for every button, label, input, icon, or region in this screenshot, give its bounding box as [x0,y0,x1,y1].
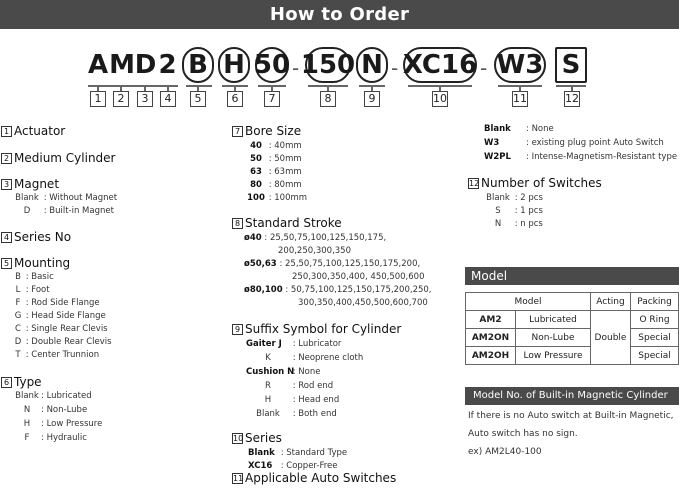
code-series: XC16 [403,47,477,83]
section-series: 10 Series [233,431,282,445]
code-char-1: A [87,50,109,80]
suffix-option: Blank : Both end [256,409,337,419]
stroke-line: 250,300,350,400, 450,500,600 [292,272,425,282]
switch-option: W2PL : Intense-Magnetism-Resistant type [484,152,678,162]
bore-option: 63 : 63mm [250,167,302,177]
code-bore: 50 [255,47,289,83]
col-acting: Acting [591,293,631,311]
section-number-of-switches: 12 Number of Switches [469,176,602,190]
code-char-4: 2 [158,50,177,80]
suffix-option: Cushion N : None [246,367,321,377]
section-standard-stroke: 8 Standard Stroke [232,216,342,230]
section-actuator: 1 Actuator [1,124,65,138]
table-row: AM2 Lubricated Double O Ring [466,311,679,329]
mounting-option: B : Basic [15,272,54,282]
section-magnet: 3 Magnet [1,177,59,191]
position-number: 7 [264,91,280,107]
mounting-option: L : Foot [15,285,50,295]
suffix-option: R : Rod end [265,381,334,391]
stroke-line: 300,350,400,450,500,600,700 [298,298,428,308]
switch-option: Blank : None [484,124,554,134]
code-char-2: M [109,50,135,80]
magnet-note-example: ex) AM2L40-100 [468,447,542,457]
position-number: 9 [364,91,380,107]
mounting-option: G : Head Side Flange [14,311,106,321]
num-switches-option: Blank : 2 pcs [486,193,543,203]
position-number: 5 [190,91,206,107]
magnet-option: Blank : Without Magnet [15,193,118,203]
code-dash: - [292,56,300,80]
section-suffix-symbol: 9 Suffix Symbol for Cylinder [232,322,401,336]
num-switches-option: S : 1 pcs [495,206,543,216]
stroke-line: ø50,63 : 25,50,75,100,125,150,175,200, [244,259,421,269]
model-table [465,292,679,365]
code-suffix: N [356,47,388,83]
code-switch: W3 [494,47,546,83]
table-row: AM2OH Low Pressure Special [466,347,679,365]
mounting-option: T : Center Trunnion [15,350,100,360]
section-auto-switches: 11 Applicable Auto Switches [233,471,397,485]
position-number: 4 [160,91,176,107]
suffix-option: H : Head end [264,395,340,405]
code-underline [88,85,178,87]
code-underline [186,85,212,87]
magnet-note-line: Auto switch has no sign. [468,429,578,439]
position-number: 6 [227,91,243,107]
bore-option: 80 : 80mm [250,180,302,190]
num-switches-option: N : n pcs [494,219,543,229]
type-option: F : Hydraulic [24,433,87,443]
section-medium-cylinder: 2 Medium Cylinder [1,151,115,165]
position-number: 2 [113,91,129,107]
type-option: N : Non-Lube [23,405,88,415]
code-mounting: H [218,47,250,83]
bore-option: 40 : 40mm [250,141,302,151]
type-option: H : Low Pressure [23,419,103,429]
suffix-option: K : Neoprene cloth [265,353,364,363]
code-num-switches: S [555,47,587,83]
magnet-note-line: If there is no Auto switch at Built-in Magnetic, [468,411,674,421]
code-stroke: 150 [305,47,351,83]
mounting-option: D : Double Rear Clevis [14,337,112,347]
position-number: 11 [513,92,527,105]
section-bore-size: 7 Bore Size [232,124,301,138]
suffix-option: Gaiter J : Lubricator [246,339,342,349]
code-magnet: B [182,47,214,83]
type-option: Blank : Lubricated [15,391,92,401]
mounting-option: C : Single Rear Clevis [15,324,108,334]
stroke-line: ø80,100 : 50,75,100,125,150,175,200,250, [244,285,432,295]
section-mounting: 5 Mounting [1,256,70,270]
code-char-3: D [134,50,157,80]
code-dash: - [391,56,399,80]
position-number: 8 [320,91,336,107]
code-dash: - [480,56,488,80]
position-number: 3 [137,91,153,107]
page-title: How to Order [0,0,679,29]
series-option: Blank : Standard Type [248,448,348,458]
mounting-option: F : Rod Side Flange [15,298,100,308]
col-model: Model [466,293,591,311]
bore-option: 100 : 100mm [247,193,308,203]
section-series-no: 4 Series No [1,230,71,244]
position-number: 10 [433,92,447,105]
stroke-line: 200,250,300,350 [278,246,352,256]
section-type: 6 Type [1,375,42,389]
position-number: 1 [90,91,106,107]
position-number: 12 [565,92,579,105]
col-packing: Packing [631,293,679,311]
switch-option: W3 : existing plug point Auto Switch [484,138,664,148]
series-option: XC16 : Copper-Free [248,461,338,471]
table-row: AM2ON Non-Lube Special [466,329,679,347]
magnet-option: D : Built-in Magnet [23,206,114,216]
bore-option: 50 : 50mm [250,154,302,164]
magnet-model-header: Model No. of Built-in Magnetic Cylinder [465,387,679,405]
model-header: Model [465,267,679,285]
stroke-line: ø40 : 25,50,75,100,125,150,175, [244,233,387,243]
